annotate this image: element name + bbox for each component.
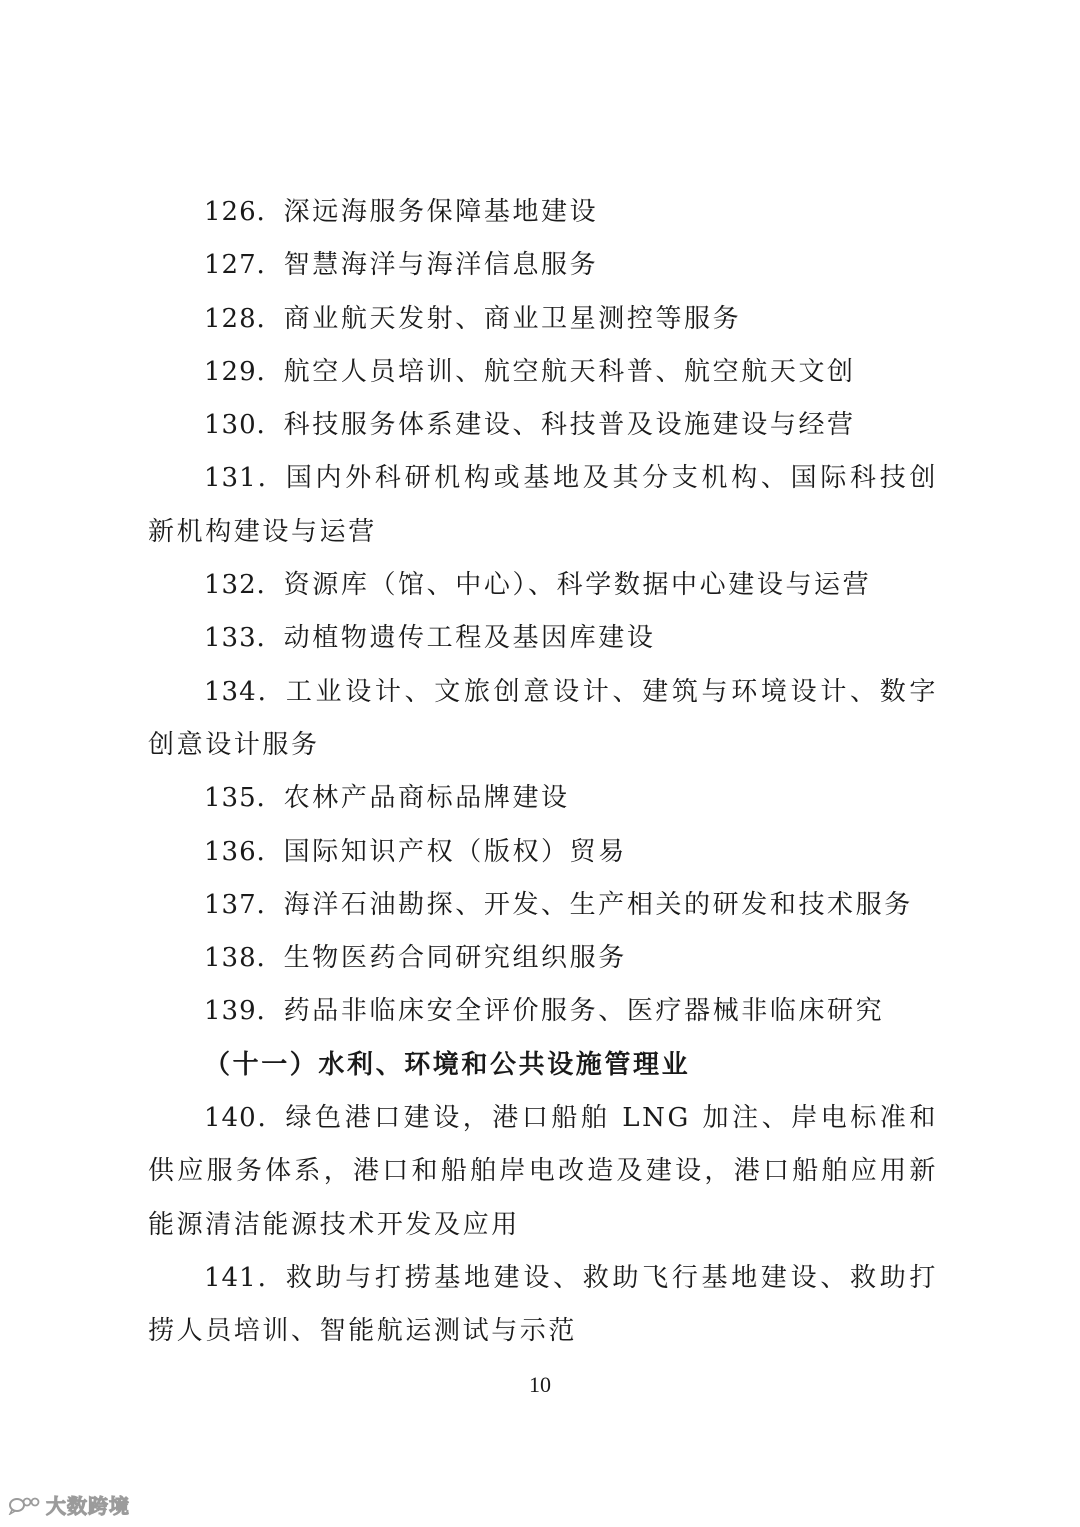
- item-number: 138．: [204, 943, 284, 974]
- list-item: [148, 346, 938, 399]
- list-item: [148, 985, 938, 1038]
- list-item: [148, 559, 938, 612]
- item-number: 132．: [204, 570, 284, 601]
- item-text: 国际知识产权（版权）贸易: [283, 836, 627, 867]
- item-number: 129．: [204, 356, 284, 387]
- item-number: 131．: [204, 463, 286, 494]
- item-text: 国内外科研机构或基地及其分支机构、国际科技创新机构建设与运营: [148, 463, 938, 547]
- item-text: 海洋石油勘探、开发、生产相关的研发和技术服务: [283, 889, 913, 920]
- document-body: [148, 186, 938, 1359]
- item-number: 127．: [204, 250, 284, 281]
- item-text: 资源库（馆、中心）、科学数据中心建设与运营: [283, 570, 872, 601]
- item-number: 141．: [204, 1262, 286, 1293]
- item-text: 智慧海洋与海洋信息服务: [283, 250, 599, 281]
- list-item: [148, 879, 938, 932]
- item-number: 139．: [204, 996, 284, 1027]
- list-item: [148, 612, 938, 665]
- list-item: [148, 452, 938, 559]
- item-number: 140．: [204, 1103, 286, 1134]
- list-item: [148, 293, 938, 346]
- item-text: 深远海服务保障基地建设: [283, 197, 599, 227]
- list-item: [148, 772, 938, 825]
- item-text: 生物医药合同研究组织服务: [283, 943, 627, 974]
- item-number: 126．: [204, 197, 284, 227]
- item-text: 商业航天发射、商业卫星测控等服务: [283, 303, 742, 334]
- item-number: 133．: [204, 623, 284, 654]
- item-text: 绿色港口建设，港口船舶 LNG 加注、岸电标准和供应服务体系，港口和船舶岸电改造及建设，港口船舶应用新能源清洁能源技术开发及应用: [148, 1103, 938, 1240]
- list-item: [148, 666, 938, 773]
- item-number: 134．: [204, 676, 286, 707]
- item-text: 航空人员培训、航空航天科普、航空航天文创: [283, 356, 856, 387]
- item-text: 动植物遗传工程及基因库建设: [283, 623, 656, 654]
- list-item: [148, 1252, 938, 1359]
- watermark-text: 大数跨境: [46, 1494, 130, 1518]
- list-item: [148, 399, 938, 452]
- item-text: 药品非临床安全评价服务、医疗器械非临床研究: [283, 996, 885, 1027]
- page-number: 10: [529, 1372, 551, 1397]
- list-item: [148, 826, 938, 879]
- list-item: [148, 239, 938, 292]
- item-number: 135．: [204, 783, 284, 814]
- item-text: 工业设计、文旅创意设计、建筑与环境设计、数字创意设计服务: [148, 676, 938, 760]
- watermark: [8, 1490, 130, 1519]
- list-item: [148, 932, 938, 985]
- item-number: 137．: [204, 889, 284, 920]
- chat-bubble-logo-icon: [8, 1495, 40, 1515]
- item-text: 科技服务体系建设、科技普及设施建设与经营: [283, 410, 856, 441]
- item-number: 130．: [204, 410, 284, 441]
- item-number: 128．: [204, 303, 284, 334]
- item-text: 救助与打捞基地建设、救助飞行基地建设、救助打捞人员培训、智能航运测试与示范: [148, 1262, 938, 1347]
- item-text: 农林产品商标品牌建设: [283, 783, 570, 814]
- item-number: 136．: [204, 836, 284, 867]
- list-item: [148, 1092, 938, 1252]
- list-item: [148, 186, 938, 239]
- section-heading: （十一）水利、环境和公共设施管理业: [204, 1049, 691, 1080]
